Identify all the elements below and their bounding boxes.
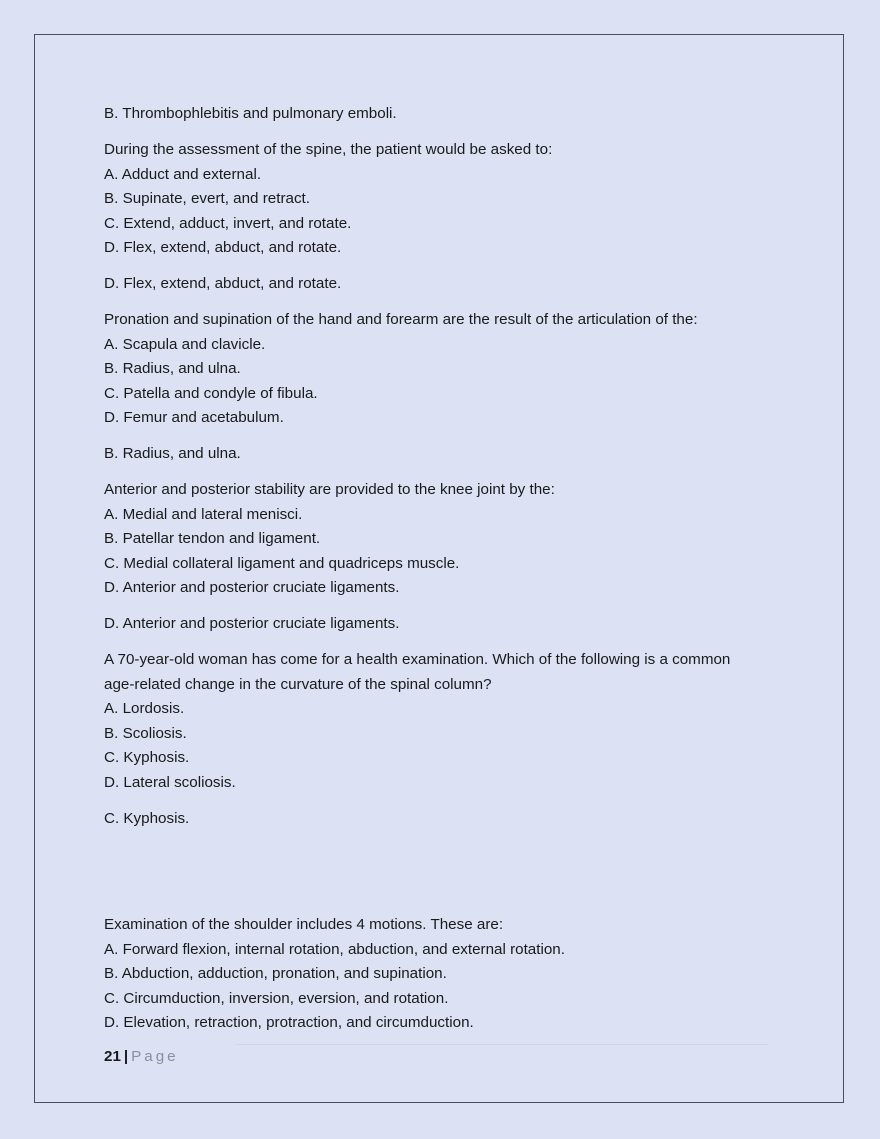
text-line: B. Thrombophlebitis and pulmonary emboli. <box>104 105 397 122</box>
option-b: B. Scoliosis. <box>104 724 187 742</box>
option-c: C. Medial collateral ligament and quadriceps muscle. <box>104 554 460 572</box>
answer-block <box>104 272 784 297</box>
page-label: Page <box>131 1048 179 1065</box>
question-block <box>104 478 784 601</box>
question-text: Anterior and posterior stability are provided to the knee joint by the: <box>104 481 555 498</box>
answer-block <box>104 612 784 637</box>
option-c: C. Kyphosis. <box>104 749 190 766</box>
option-c: C. Patella and condyle of fibula. <box>104 384 318 402</box>
option-a: A. Lordosis. <box>104 700 185 717</box>
option-d: D. Femur and acetabulum. <box>104 409 284 426</box>
option-a: A. Scapula and clavicle. <box>104 335 266 353</box>
question-text: Examination of the shoulder includes 4 motions. These are: <box>104 916 504 933</box>
option-b: B. Abduction, adduction, pronation, and supination. <box>104 965 447 982</box>
option-a: A. Forward flexion, internal rotation, abduction, and external rotation. <box>104 940 565 958</box>
document-body <box>104 102 784 1047</box>
option-d: D. Lateral scoliosis. <box>104 773 236 791</box>
question-text: A 70-year-old woman has come for a health examination. Which of the following is a common <box>104 651 731 668</box>
answer-block <box>104 442 784 467</box>
question-block <box>104 913 784 1036</box>
option-b: B. Supinate, evert, and retract. <box>104 190 310 207</box>
question-block <box>104 308 784 431</box>
answer-text: D. Anterior and posterior cruciate ligaments. <box>104 615 400 632</box>
question-text: During the assessment of the spine, the patient would be asked to: <box>104 141 553 158</box>
page-number: 21 <box>104 1048 121 1065</box>
answer-block <box>104 807 784 832</box>
option-d: D. Elevation, retraction, protraction, and circumduction. <box>104 1014 474 1031</box>
page-footer <box>104 1045 179 1069</box>
option-c: C. Circumduction, inversion, eversion, and rotation. <box>104 989 449 1007</box>
answer-text: D. Flex, extend, abduct, and rotate. <box>104 275 342 292</box>
question-block <box>104 138 784 261</box>
answer-text: C. Kyphosis. <box>104 809 190 827</box>
option-b: B. Patellar tendon and ligament. <box>104 530 321 547</box>
answer-block <box>104 102 784 127</box>
option-b: B. Radius, and ulna. <box>104 360 241 377</box>
footer-divider <box>236 1044 768 1045</box>
option-a: A. Adduct and external. <box>104 165 262 183</box>
question-block <box>104 648 784 795</box>
option-d: D. Anterior and posterior cruciate ligaments. <box>104 579 400 596</box>
question-text-continued: age-related change in the curvature of the spinal column? <box>104 675 492 693</box>
option-d: D. Flex, extend, abduct, and rotate. <box>104 239 342 256</box>
option-a: A. Medial and lateral menisci. <box>104 505 303 523</box>
footer-separator: | <box>123 1048 129 1065</box>
answer-text: B. Radius, and ulna. <box>104 445 241 462</box>
question-text: Pronation and supination of the hand and forearm are the result of the articulation of the: <box>104 311 698 328</box>
option-c: C. Extend, adduct, invert, and rotate. <box>104 214 352 232</box>
